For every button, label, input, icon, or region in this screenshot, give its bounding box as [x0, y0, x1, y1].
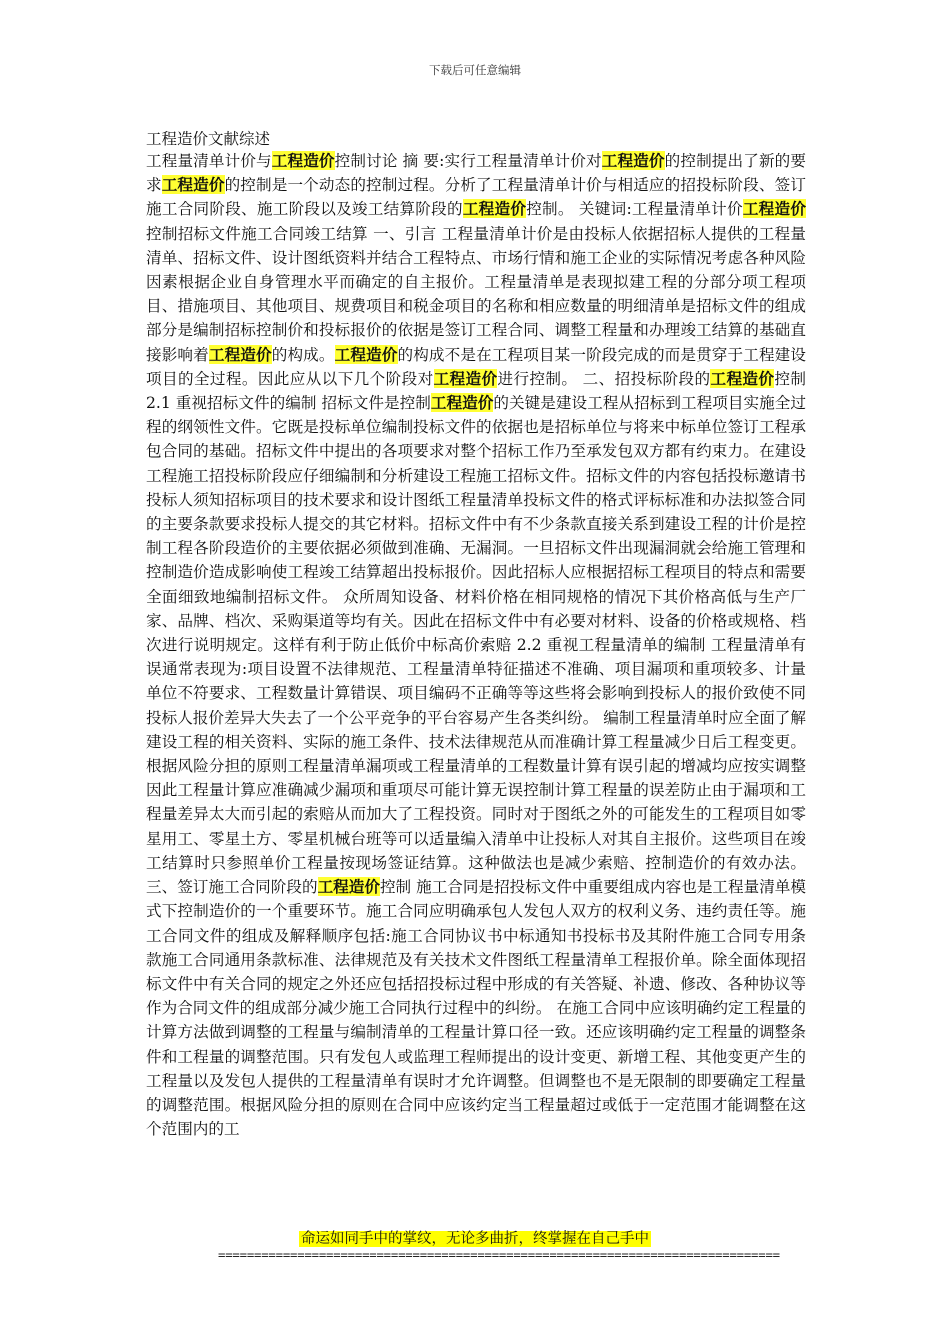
- body-text-segment: 的关键是建设工程从招标到工程项目实施全过程的纲领性文件。它既是投标单位编制投标文件的依据也是招标单位与将来中标单位签订工程承包合同的基础。招标文件中提出的各项要求对整个招标工作乃至承发包双方都有约束力。在建设工程施工招投标阶段应仔细编制和分析建设工程施工招标文件。招标文件的内容包括投标邀请书投标人须知招标项目的技术要求和设计图纸工程量清单投标文件的格式评标标准和办法拟签合同的主要条款要求投标人提交的其它材料。招标文件中有不少条款直接关系到建设工程的计价是控制工程各阶段造价的主要依据必须做到准确、无漏洞。一旦招标文件出现漏洞就会给施工管理和控制造价造成影响使工程竣工结算超出投标报价。因此招标人应根据招标工程项目的特点和需要全面细致地编制招标文件。 众所周知设备、材料价格在相同规格的情况下其价格高低与生产厂家、品牌、档次、采购渠道等均有关。因此在招标文件中有必要对材料、设备的价格或规格、档次进行说明规定。这样有利于防止低价中标高价索赔 2.2 重视工程量清单的编制 工程量清单有误通常表现为:项目设置不法律规范、工程量清单特征描述不准确、项目漏项和重项较多、计量单位不符要求、工程数量计算错误、项目编码不正确等等这些将会影响到投标人的报价致使不同投标人报价差异大失去了一个公平竞争的平台容易产生各类纠纷。 编制工程量清单时应全面了解建设工程的相关资料、实际的施工条件、技术法律规范从而准确计算工程量减少日后工程变更。根据风险分担的原则工程量清单漏项或工程量清单的工程数量计算有误引起的增减均应按实调整因此工程量计算应准确减少漏项和重项尽可能计算无误控制计算工程量的误差防止由于漏项和工程量差异太大而引起的索赔从而加大了工程投资。同时对于图纸之外的可能发生的工程项目如零星用工、零星土方、零星机械台班等可以适量编入清单中让投标人对其自主报价。这些项目在竣工结算时只参照单价工程量按现场签证结算。这种做法也是减少索赔、控制造价的有效办法。 三、签订施工合同阶段的: [146, 394, 806, 897]
- body-text-segment: 控制。 关键词:工程量清单计价: [526, 200, 743, 219]
- body-text-segment: 的构成不是在工程项目某一阶段完成的而是贯穿于工程建设项目的全过程。因此应从以下几个阶段对: [146, 345, 806, 388]
- footer-separator: ==============================================================================: [218, 1248, 780, 1262]
- highlighted-term: 工程造价: [208, 344, 272, 364]
- footer-motto: 命运如同手中的掌纹，无论多曲折，终掌握在自己手中: [301, 1231, 649, 1247]
- body-text-segment: 工程量清单计价与: [146, 152, 272, 170]
- body-text-segment: 控制 施工合同是招投标文件中重要组成内容也是工程量清单模式下控制造价的一个重要环节。施工合同应明确承包人发包人双方的权利义务、违约责任等。施工合同文件的组成及解释顺序包括:施工合同协议书中标通知书投标书及其附件施工合同专用条款施工合同通用条款标准、法律规范及有关技术文件图纸工程量清单工程报价单。除全面体现招标文件中有关合同的规定之外还应包括招投标过程中形成的有关答疑、补遗、修改、各种协议等作为合同文件的组成部分减少施工合同执行过程中的纠纷。 在施工合同中应该明确约定工程量的计算方法做到调整的工程量与编制清单的工程量计算口径一致。还应该明确约定工程量的调整条件和工程量的调整范围。只有发包人或监理工程师提出的设计变更、新增工程、其他变更产生的工程量以及发包人提供的工程量清单有误时才允许调整。但调整也不是无限制的即要确定工程量的调整范围。根据风险分担的原则在合同中应该约定当工程量超过或低于一定范围才能调整在这个范围内的工: [146, 878, 806, 1139]
- document-title: 工程造价文献综述: [146, 130, 271, 148]
- highlighted-term: 工程造价: [462, 199, 527, 219]
- highlighted-term: 工程造价: [161, 175, 225, 195]
- body-text-segment: 的控制提出了新的要求: [146, 152, 806, 195]
- page-header: 下载后可任意编辑: [429, 63, 521, 77]
- body-text-segment: 控制招标文件施工合同竣工结算 一、引言 工程量清单计价是由投标人依据招标人提供的工程量清单、招标文件、设计图纸资料并结合工程特点、市场行情和施工企业的实际情况考虑各种风险因素根据企业自身管理水平而确定的自主报价。工程量清单是表现拟建工程的分部分项工程项目、措施项目、其他项目、规费项目和税金项目的名称和相应数量的明细清单是招标文件的组成部分是编制招标控制价和投标报价的依据是签订工程合同、调整工程量和办理竣工结算的基础直接影响着: [146, 224, 806, 364]
- highlighted-term: 工程造价: [710, 368, 775, 388]
- highlighted-term: 工程造价: [433, 368, 498, 388]
- document-body: [146, 149, 806, 1141]
- body-text-segment: 控制讨论 摘 要:实行工程量清单计价对: [334, 152, 602, 170]
- highlighted-term: 工程造价: [742, 199, 806, 219]
- footer-motto-line: [0, 1227, 950, 1248]
- body-text-segment: 进行控制。 二、招投标阶段的: [497, 369, 711, 388]
- highlighted-term: 工程造价: [317, 877, 380, 897]
- highlighted-term: 工程造价: [271, 151, 335, 170]
- body-text-segment: 的构成。: [271, 345, 335, 364]
- highlighted-term: 工程造价: [430, 393, 494, 413]
- highlighted-term: 工程造价: [601, 151, 665, 170]
- highlighted-term: 工程造价: [334, 344, 398, 364]
- body-text-segment: 控制 2.1 重视招标文件的编制 招标文件是控制: [146, 369, 806, 413]
- body-text-segment: 的控制是一个动态的控制过程。分析了工程量清单计价与相适应的招投标阶段、签订施工合同阶段、施工阶段以及竣工结算阶段的: [146, 176, 806, 219]
